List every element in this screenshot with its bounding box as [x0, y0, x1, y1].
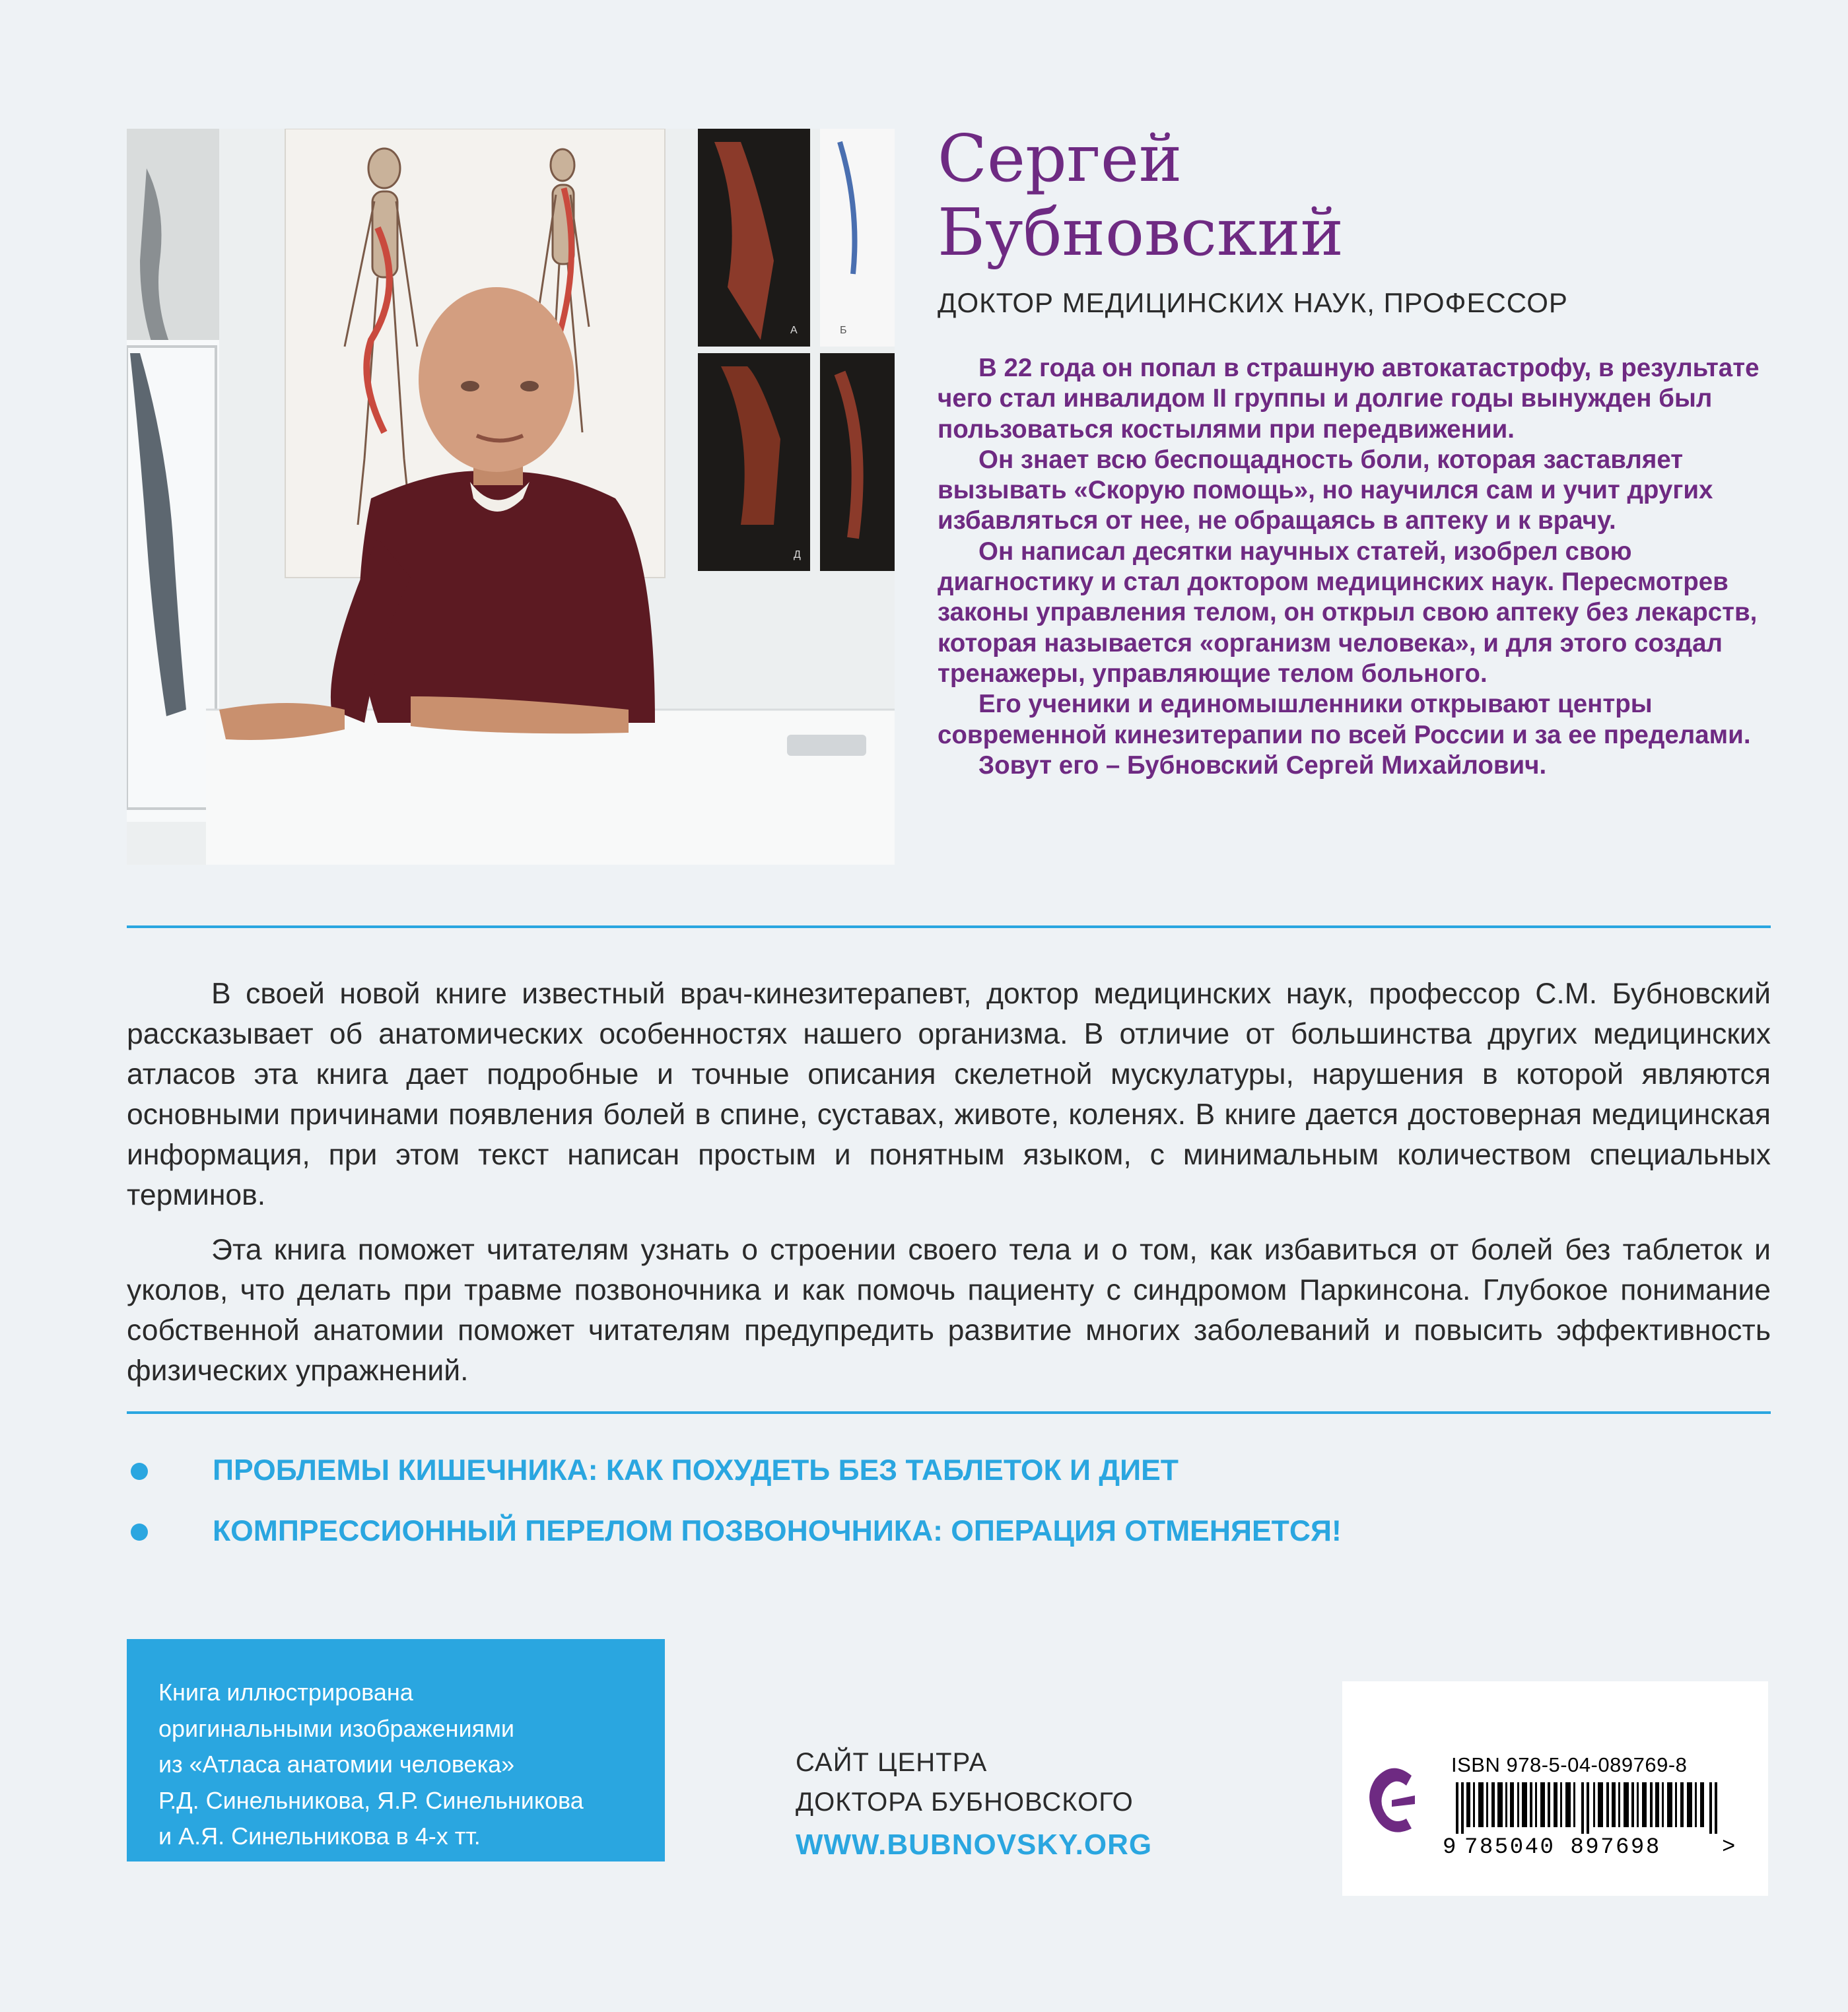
bio-paragraph: Его ученики и единомышленники открывают центры современной кинезитерапии по всей России и за ее пределами. — [938, 690, 1751, 749]
barcode-lead-digit: 9 — [1443, 1835, 1456, 1860]
bio-paragraph: Он написал десятки научных статей, изобрел свою диагностику и стал доктором медицинских наук. Пересмотрев законы управления телом, он открыл свою аптеку без лекарств, которая называется «организм человека», и для этого создал тренажеры, управляющие телом больного. — [938, 537, 1758, 688]
author-title: ДОКТОР МЕДИЦИНСКИХ НАУК, ПРОФЕССОР — [938, 287, 1568, 318]
isbn-number: ISBN 978-5-04-089769-8 — [1451, 1753, 1688, 1776]
credit-line: и А.Я. Синельникова в 4-х тт. — [158, 1823, 481, 1850]
website-caption-line: САЙТ ЦЕНТРА — [796, 1748, 988, 1777]
author-name — [938, 122, 1796, 270]
highlight-item — [127, 1508, 1771, 1569]
author-last-name: Бубновский — [938, 195, 1344, 271]
poster-letter-d: Д — [794, 549, 801, 560]
highlight-item — [127, 1448, 1771, 1508]
bio-paragraph: Зовут его – Бубновский Сергей Михайлович. — [978, 751, 1547, 780]
barcode-icon — [1456, 1782, 1720, 1834]
divider-line — [127, 1411, 1771, 1414]
credit-line: оригинальными изображениями — [158, 1714, 515, 1742]
poster-letter-b: Б — [840, 325, 847, 336]
poster-letter-a: А — [790, 325, 798, 336]
website-caption-line: ДОКТОРА БУБНОВСКОГО — [796, 1788, 1134, 1817]
bio-paragraph: В 22 года он попал в страшную автокатастрофу, в результате чего стал инвалидом II группы и долгие годы вынужден был пользоваться костылями при передвижении. — [938, 354, 1760, 444]
publisher-logo-icon — [1365, 1759, 1425, 1845]
book-description — [127, 974, 1771, 1405]
author-bio — [938, 353, 1769, 781]
barcode-end-mark: > — [1722, 1835, 1736, 1860]
divider-line — [127, 925, 1771, 928]
illustration-credit-text — [158, 1675, 633, 1855]
website-link[interactable]: WWW.BUBNOVSKY.ORG — [796, 1828, 1153, 1861]
description-paragraph: Эта книга поможет читателям узнать о строении своего тела и о том, как избавиться от болей без таблеток и уколов, что делать при травме позвоночника и как помочь пациенту с синдромом Паркинсона. Глубокое понимание собственной анатомии поможет читателям предупредить развитие многих заболеваний и повысить эффективность физических упражнений. — [127, 1234, 1771, 1387]
highlight-text: ПРОБЛЕМЫ КИШЕЧНИКА: КАК ПОХУДЕТЬ БЕЗ ТАБЛЕТОК И ДИЕТ — [213, 1454, 1179, 1487]
bio-paragraph: Он знает всю беспощадность боли, которая заставляет вызывать «Скорую помощь», но научился сам и учит других избавляться от нее, не обращаясь в аптеку и к врачу. — [938, 445, 1713, 535]
highlight-text: КОМПРЕССИОННЫЙ ПЕРЕЛОМ ПОЗВОНОЧНИКА: ОПЕРАЦИЯ ОТМЕНЯЕТСЯ! — [213, 1515, 1342, 1547]
credit-line: из «Атласа анатомии человека» — [158, 1751, 515, 1778]
credit-line: Книга иллюстрирована — [158, 1679, 413, 1706]
highlights-list — [127, 1448, 1771, 1569]
bullet-icon — [131, 1463, 148, 1480]
barcode-digits: 785040 897698 — [1464, 1835, 1661, 1860]
author-photo — [127, 129, 895, 865]
author-first-name: Сергей — [938, 121, 1182, 197]
credit-line: Р.Д. Синельникова, Я.Р. Синельникова — [158, 1786, 584, 1814]
website-caption — [796, 1743, 1134, 1822]
description-paragraph: В своей новой книге известный врач-кинезитерапевт, доктор медицинских наук, профессор С.М. Бубновский рассказывает об анатомических особенностях нашего организма. В отличие от большинства других медицинских атласов эта книга дает подробные и точные описания скелетной мускулатуры, нарушения в которой являются основными причинами появления болей в спине, суставах, животе, коленях. В книге дается достоверная медицинская информация, при этом текст написан простым и понятным языком, с минимальным количеством специальных терминов. — [127, 978, 1771, 1211]
bullet-icon — [131, 1524, 148, 1541]
illustration-credit-box — [127, 1639, 665, 1861]
